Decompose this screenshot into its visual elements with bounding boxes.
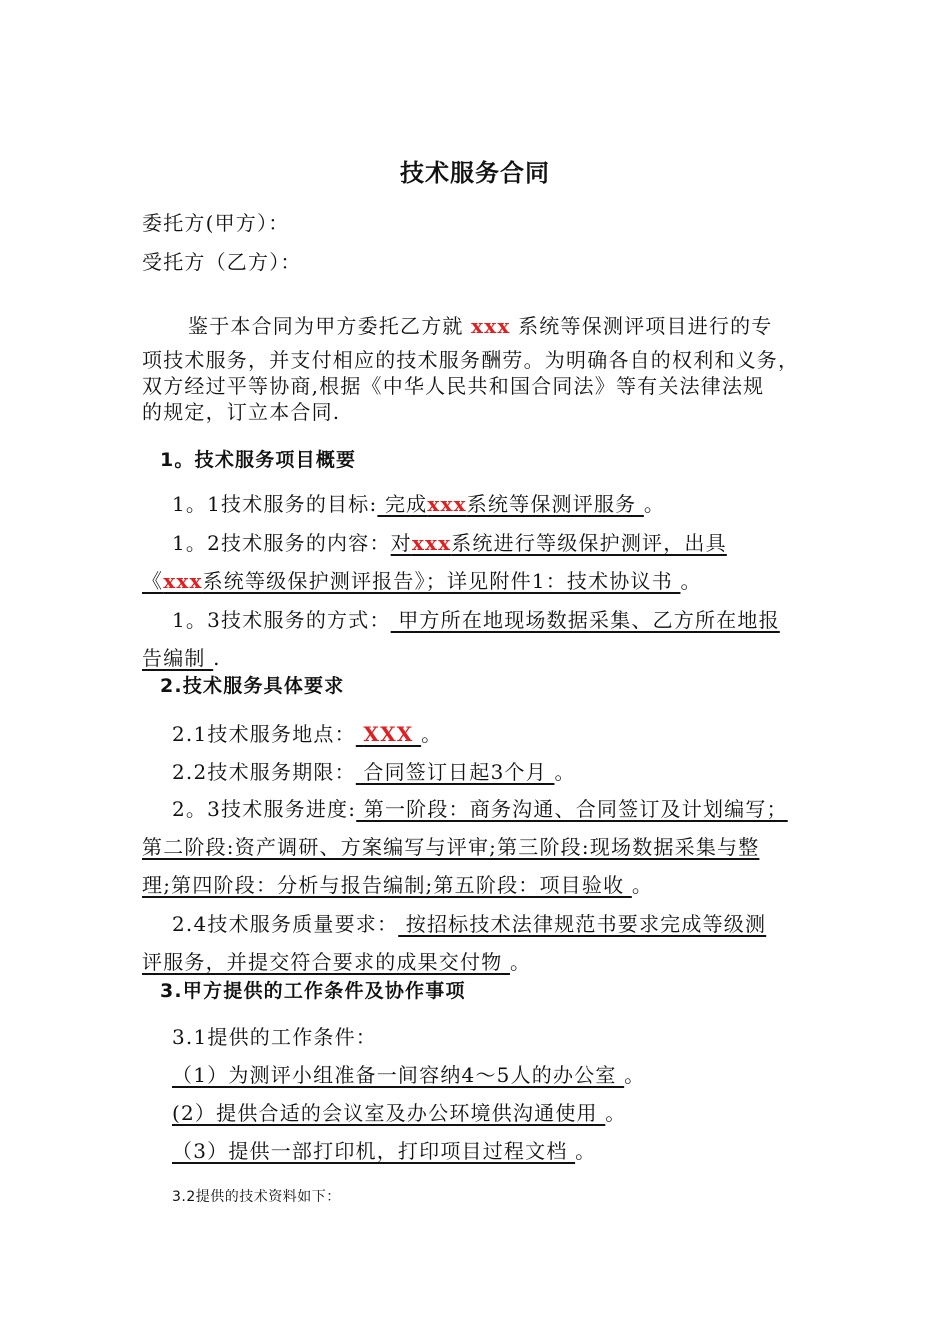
party-a-line: 委托方(甲方）：: [142, 211, 290, 235]
item-value: 告编制: [142, 646, 214, 670]
preamble-line-3: 双方经过平等协商,根据《中华人民共和国合同法》等有关法律法规: [142, 374, 765, 398]
item-value: 《xxx系统等级保护测评报告》；详见附件1：技术协议书: [142, 569, 681, 593]
section-1-heading: 1。技术服务项目概要: [160, 449, 357, 471]
item-value: （1）为测评小组准备一间容纳4～5人的办公室: [172, 1063, 625, 1087]
item-2-3: [172, 796, 788, 822]
item-value: 完成xxx系统等保测评服务: [377, 492, 644, 516]
item-value: 第一阶段：商务沟通、合同签订及计划编写；: [356, 797, 788, 821]
item-value: 第二阶段:资产调研、方案编写与评审;第三阶段:现场数据采集与整: [142, 835, 760, 859]
item-value: (2）提供合适的会议室及办公环境供沟通使用: [172, 1101, 606, 1125]
item-2-2: 2.2技术服务期限： 合同签订日起3个月 。: [172, 760, 576, 784]
item-value: （3）提供一部打印机，打印项目过程文档: [172, 1139, 576, 1163]
system-placeholder: xxx: [427, 492, 467, 516]
item-value: 按招标技术法律规范书要求完成等级测: [398, 912, 767, 936]
document-title: 技术服务合同: [400, 159, 550, 187]
item-label: 2.1技术服务地点：: [172, 722, 356, 746]
condition-1: （1）为测评小组准备一间容纳4～5人的办公室 。: [172, 1063, 646, 1087]
item-value: 甲方所在地现场数据采集、乙方所在地报: [390, 608, 780, 632]
item-label: 2.4技术服务质量要求：: [172, 912, 399, 936]
preamble-text: 系统等保测评项目进行的专: [510, 314, 773, 338]
preamble-line-4: 的规定，订立本合同.: [142, 400, 341, 424]
preamble-line-2: 项技术服务，并支付相应的技术服务酬劳。为明确各自的权利和义务，: [142, 348, 800, 372]
item-1-1: 1。1技术服务的目标: 完成xxx系统等保测评服务 。: [172, 492, 666, 516]
preamble-text: 鉴于本合同为甲方委托乙方就: [188, 314, 472, 338]
item-1-3: [172, 607, 780, 633]
item-value: 评服务，并提交符合要求的成果交付物: [142, 950, 510, 974]
location-placeholder: XXX: [363, 722, 414, 746]
item-label: 2。3技术服务进度:: [172, 797, 357, 821]
item-1-3-cont: 告编制 .: [142, 646, 221, 670]
item-3-1: 3.1提供的工作条件：: [172, 1025, 378, 1049]
condition-2: (2）提供合适的会议室及办公环境供沟通使用 。: [172, 1101, 627, 1125]
preamble-line-1: [188, 313, 773, 339]
condition-3: （3）提供一部打印机，打印项目过程文档 。: [172, 1139, 597, 1163]
item-1-2-cont: 《xxx系统等级保护测评报告》；详见附件1：技术协议书 。: [142, 569, 702, 593]
item-label: 2.2技术服务期限：: [172, 760, 356, 784]
item-value: [356, 722, 421, 746]
item-label: 1。2技术服务的内容：: [172, 531, 391, 555]
item-1-2: [172, 530, 727, 556]
party-b-line: 受托方（乙方）：: [142, 250, 302, 274]
item-label: 1。3技术服务的方式：: [172, 608, 391, 632]
item-2-4: [172, 911, 766, 937]
item-value: 合同签订日起3个月: [355, 760, 555, 784]
section-3-heading: 3.甲方提供的工作条件及协作事项: [160, 980, 466, 1002]
item-label: 1。1技术服务的目标:: [172, 492, 378, 516]
item-2-3-cont: 理;第四阶段：分析与报告编制;第五阶段：项目验收 。: [142, 873, 654, 897]
item-2-3-cont: [142, 834, 759, 860]
item-2-1: 2.1技术服务地点： XXX 。: [172, 722, 443, 746]
system-placeholder: xxx: [471, 314, 511, 338]
item-3-2: 3.2提供的技术资料如下：: [172, 1189, 341, 1205]
system-placeholder: xxx: [411, 531, 452, 555]
system-placeholder: xxx: [163, 569, 203, 593]
item-value: 理;第四阶段：分析与报告编制;第五阶段：项目验收: [142, 873, 632, 897]
section-2-heading: 2.技术服务具体要求: [160, 675, 345, 697]
item-2-4-cont: 评服务，并提交符合要求的成果交付物 。: [142, 950, 532, 974]
item-value: 对xxx系统进行等级保护测评，出具: [390, 531, 727, 555]
